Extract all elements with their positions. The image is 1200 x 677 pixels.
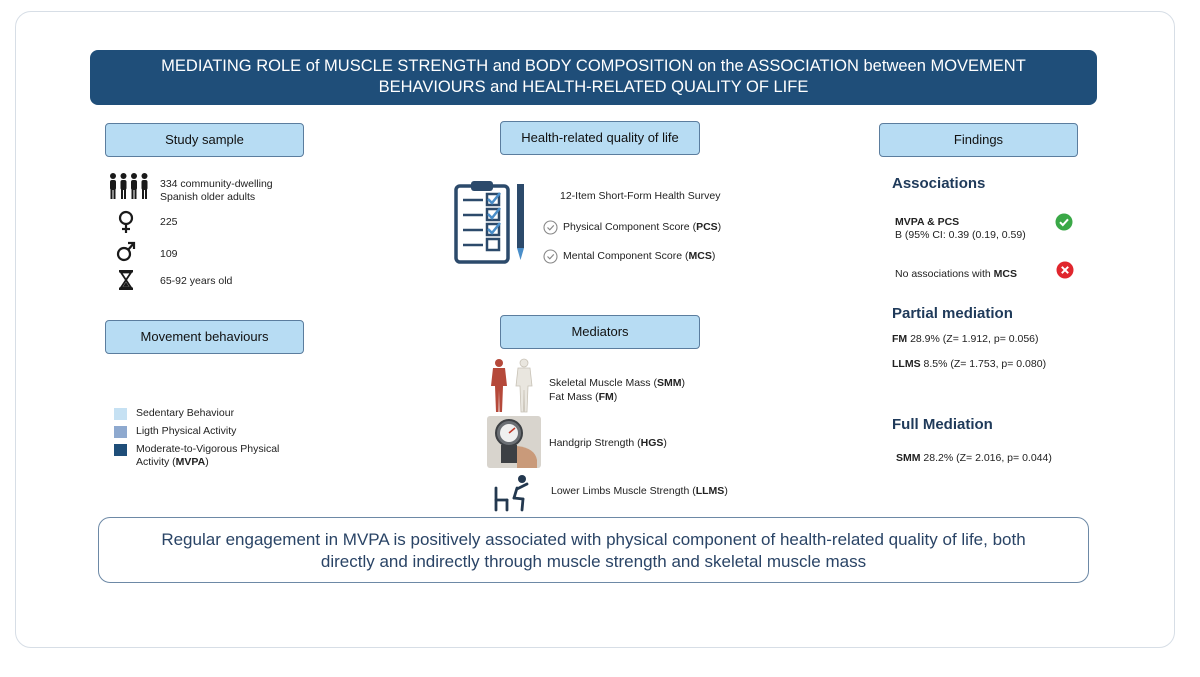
llms-abbrev: LLMS: [695, 485, 725, 497]
legend-swatch-light: [114, 426, 127, 438]
male-icon: [115, 240, 137, 269]
legend-mvpa-line-1: Moderate-to-Vigorous Physical: [136, 443, 280, 455]
smm-label: [549, 377, 685, 390]
study-sample-heading: Study sample: [105, 123, 304, 157]
participants-line-2: Spanish older adults: [160, 191, 256, 203]
findings-heading: Findings: [879, 123, 1078, 157]
fm-abbrev: FM: [598, 391, 614, 403]
participants-text: [160, 178, 273, 204]
pcs-abbrev: PCS: [696, 221, 718, 233]
partial-llms-abbrev: LLMS: [892, 358, 921, 370]
check-icon: [1055, 213, 1073, 236]
male-count: 109: [160, 248, 178, 260]
handgrip-dynamometer-icon: [487, 416, 541, 473]
assoc2-prefix: No associations with: [895, 268, 994, 280]
hgs-abbrev: HGS: [640, 437, 664, 449]
assoc2-abbrev: MCS: [993, 268, 1017, 280]
partial-fm-abbrev: FM: [892, 333, 908, 345]
legend-mvpa-abbrev: MVPA: [175, 456, 206, 468]
survey-name: 12-Item Short-Form Health Survey: [560, 190, 721, 202]
body-composition-icon: [486, 358, 538, 419]
partial-fm: [892, 333, 1039, 346]
legend-mvpa-suffix: ): [205, 456, 209, 468]
mcs-item: [543, 249, 715, 264]
fm-suffix: ): [613, 391, 618, 403]
female-count: 225: [160, 216, 178, 228]
legend-sedentary: [114, 407, 234, 420]
assoc1-detail: B (95% CI: 0.39 (0.19, 0.59): [895, 229, 1026, 241]
age-range: 65-92 years old: [160, 275, 233, 287]
llms-suffix: ): [724, 485, 728, 497]
assoc1-label: MVPA & PCS: [895, 216, 960, 228]
check-circle-icon: [543, 249, 558, 264]
mediators-heading: Mediators: [500, 315, 700, 349]
title-line-2: BEHAVIOURS and HEALTH-RELATED QUALITY OF LIFE: [378, 78, 809, 96]
full-smm-abbrev: SMM: [896, 452, 921, 464]
hrqol-heading: Health-related quality of life: [500, 121, 700, 155]
legend-mvpa: [114, 443, 279, 469]
people-group-icon: [108, 172, 150, 205]
hourglass-icon: [118, 270, 134, 295]
mcs-abbrev: MCS: [688, 250, 712, 262]
smm-suffix: ): [681, 377, 685, 389]
conclusion-box: [98, 517, 1089, 583]
association-mvpa-pcs: [895, 216, 1026, 242]
participants-line-1: 334 community-dwelling: [160, 178, 273, 190]
fm-label: [549, 391, 685, 404]
legend-light: [114, 425, 236, 438]
llms-prefix: Lower Limbs Muscle Strength (: [551, 485, 696, 497]
conclusion-line-2: directly and indirectly through muscle strength and skeletal muscle mass: [320, 552, 867, 571]
title-banner: [90, 50, 1097, 105]
conclusion-line-1: Regular engagement in MVPA is positively associated with physical component of health-related quality of life, both: [161, 530, 1026, 549]
legend-label-sedentary: Sedentary Behaviour: [136, 407, 235, 419]
cross-icon: [1056, 261, 1074, 284]
hgs-suffix: ): [663, 437, 667, 449]
fm-prefix: Fat Mass (: [549, 391, 599, 403]
full-smm-detail: 28.2% (Z= 2.016, p= 0.044): [920, 452, 1052, 464]
associations-heading: Associations: [892, 175, 986, 192]
legend-label-mvpa: [136, 443, 279, 469]
legend-mvpa-prefix: Activity (: [136, 456, 176, 468]
pcs-prefix: Physical Component Score (: [563, 221, 697, 233]
sit-to-stand-icon: [493, 474, 535, 517]
partial-llms: [892, 358, 1046, 371]
smm-prefix: Skeletal Muscle Mass (: [549, 377, 657, 389]
partial-fm-detail: 28.9% (Z= 1.912, p= 0.056): [907, 333, 1039, 345]
legend-swatch-sedentary: [114, 408, 127, 420]
partial-mediation-heading: Partial mediation: [892, 305, 1013, 322]
legend-swatch-mvpa: [114, 444, 127, 456]
title-line-1: MEDIATING ROLE of MUSCLE STRENGTH and BODY COMPOSITION on the ASSOCIATION between MOVEMENT: [161, 57, 1026, 75]
llms-label: [551, 485, 728, 498]
association-mcs: [895, 268, 1017, 281]
full-smm: [896, 452, 1052, 465]
hgs-label: [549, 437, 667, 450]
hgs-prefix: Handgrip Strength (: [549, 437, 641, 449]
check-circle-icon: [543, 220, 558, 235]
female-icon: [116, 210, 136, 239]
mcs-suffix: ): [711, 250, 716, 262]
movement-behaviours-heading: Movement behaviours: [105, 320, 304, 354]
body-composition-text: [549, 377, 685, 404]
pcs-suffix: ): [717, 221, 722, 233]
pcs-item: [543, 220, 721, 235]
mcs-prefix: Mental Component Score (: [563, 250, 689, 262]
full-mediation-heading: Full Mediation: [892, 416, 993, 433]
partial-llms-detail: 8.5% (Z= 1.753, p= 0.080): [920, 358, 1047, 370]
clipboard-checklist-icon: [453, 178, 533, 271]
smm-abbrev: SMM: [656, 377, 682, 389]
legend-label-light: Ligth Physical Activity: [136, 425, 237, 437]
